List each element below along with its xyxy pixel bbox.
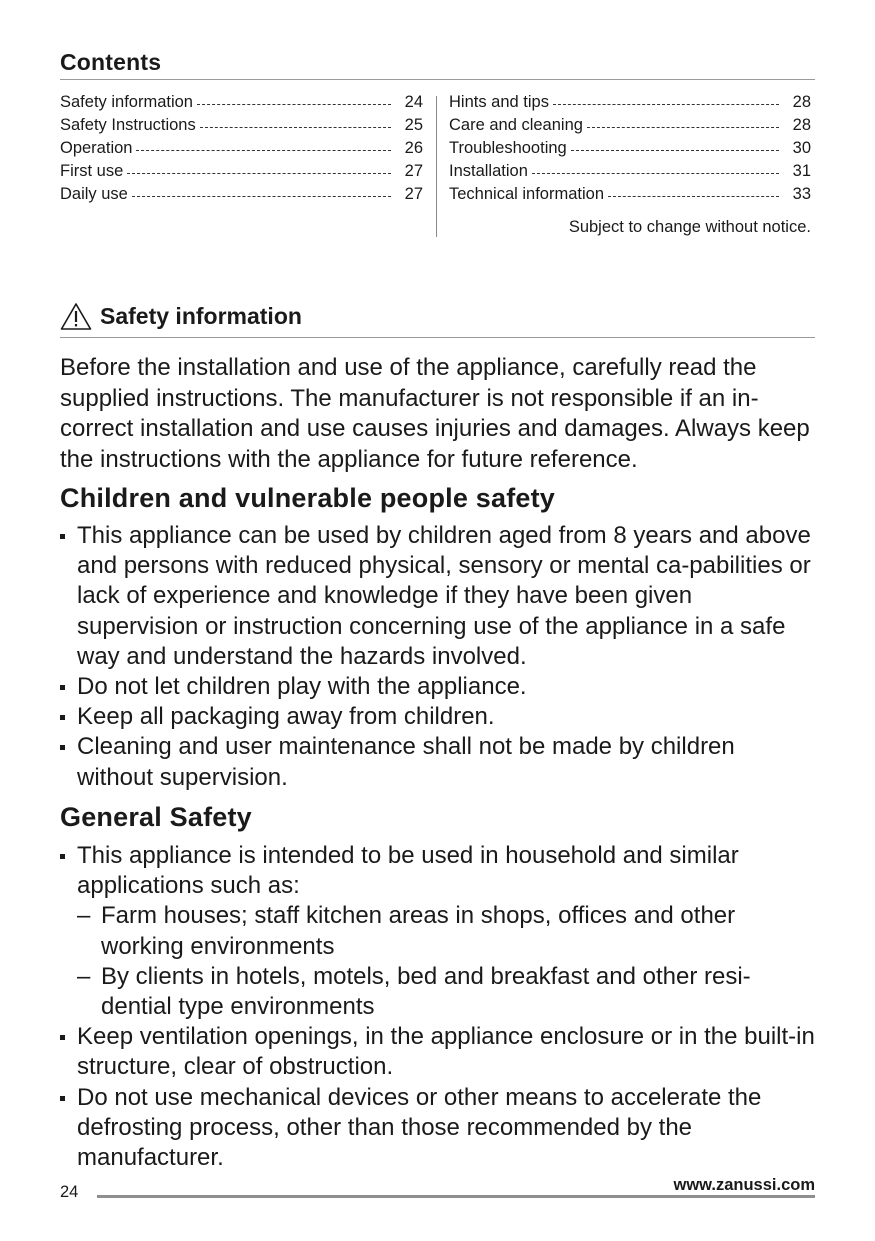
bullet-icon [60, 745, 65, 750]
toc-page-number: 30 [792, 139, 811, 157]
toc-leader [197, 103, 391, 105]
toc-leader [553, 103, 779, 105]
toc-entry[interactable] [449, 162, 811, 185]
toc-page-number: 25 [404, 116, 423, 134]
children-safety-heading: Children and vulnerable people safety [60, 483, 556, 513]
list-item [60, 1083, 815, 1174]
toc-entry[interactable] [449, 139, 811, 162]
sub-list-item-text: By clients in hotels, motels, bed and breakfast and other resi-dential type environments [101, 962, 751, 1021]
safety-information-heading [60, 302, 302, 331]
list-item [60, 841, 815, 1022]
toc-leader [127, 172, 391, 174]
sub-list [77, 901, 815, 1022]
toc-entry[interactable] [60, 162, 423, 185]
toc-page-number: 28 [792, 116, 811, 134]
footer-rule [97, 1195, 815, 1198]
toc-right-column [449, 93, 811, 208]
list-item-text: Do not use mechanical devices or other means to accelerate the defrosting process, other than those recommended by the manufacturer. [77, 1083, 762, 1172]
toc-leader [132, 195, 391, 197]
list-item-text: Keep all packaging away from children. [77, 703, 495, 731]
toc-label: Technical information [449, 185, 604, 203]
toc-label: Troubleshooting [449, 139, 567, 157]
toc-leader [587, 126, 779, 128]
bullet-icon [60, 685, 65, 690]
sub-list-item-text: Farm houses; staff kitchen areas in shops, offices and other working environments [101, 902, 736, 960]
sub-list-item [77, 901, 815, 961]
sub-list-item [77, 962, 815, 1022]
safety-information-title: Safety information [100, 303, 302, 329]
safety-intro-paragraph: Before the installation and use of the appliance, carefully read the supplied instructions. The manufacturer is not responsible if an in-correct installation and use causes injuries and damages. Always keep the instructions with the appliance for future reference. [60, 354, 810, 473]
bullet-icon [60, 1035, 65, 1040]
list-item [60, 732, 815, 792]
list-item [60, 672, 815, 702]
toc-entry[interactable] [60, 139, 423, 162]
toc-label: Safety Instructions [60, 116, 196, 134]
toc-page-number: 27 [404, 162, 423, 180]
toc-leader [532, 172, 779, 174]
toc-label: Hints and tips [449, 93, 549, 111]
contents-rule [60, 79, 815, 80]
toc-page-number: 24 [404, 93, 423, 111]
toc-leader [571, 149, 779, 151]
bullet-icon [60, 534, 65, 539]
list-item-text: Cleaning and user maintenance shall not be made by children without supervision. [77, 733, 735, 791]
toc-entry[interactable] [60, 93, 423, 116]
toc-leader [136, 149, 391, 151]
list-item-text: This appliance is intended to be used in household and similar applications such as: [77, 842, 739, 900]
toc-label: Safety information [60, 93, 193, 111]
toc-column-divider [436, 96, 437, 237]
dash-icon: – [77, 902, 91, 930]
list-item-text: Do not let children play with the appliance. [77, 673, 527, 701]
toc-page-number: 26 [404, 139, 423, 157]
toc-entry[interactable] [60, 116, 423, 139]
toc-leader [608, 195, 779, 197]
safety-rule [60, 337, 815, 338]
toc-entry[interactable] [60, 185, 423, 208]
toc-page-number: 33 [792, 185, 811, 203]
list-item [60, 1022, 815, 1082]
general-safety-heading: General Safety [60, 802, 252, 832]
website-link[interactable]: www.zanussi.com [673, 1176, 815, 1194]
toc-label: First use [60, 162, 124, 180]
toc-entry[interactable] [449, 116, 811, 139]
toc-label: Care and cleaning [449, 116, 583, 134]
list-item-text: Keep ventilation openings, in the appliance enclosure or in the built-in structure, clear of obstruction. [77, 1023, 815, 1081]
toc-left-column [60, 93, 423, 208]
general-safety-list [60, 841, 815, 1173]
bullet-icon [60, 715, 65, 720]
toc-page-number: 31 [792, 162, 811, 180]
toc-label: Operation [60, 139, 133, 157]
toc-entry[interactable] [449, 93, 811, 116]
toc-entry[interactable] [449, 185, 811, 208]
list-item [60, 702, 815, 732]
bullet-icon [60, 1096, 65, 1101]
warning-triangle-icon [60, 302, 92, 331]
list-item [60, 521, 815, 672]
change-notice: Subject to change without notice. [568, 218, 811, 236]
page-number: 24 [60, 1183, 79, 1201]
toc-leader [200, 126, 391, 128]
contents-heading: Contents [60, 49, 162, 75]
toc-label: Installation [449, 162, 528, 180]
bullet-icon [60, 854, 65, 859]
toc-label: Daily use [60, 185, 128, 203]
children-safety-list [60, 521, 815, 793]
dash-icon: – [77, 962, 91, 990]
toc-page-number: 28 [792, 93, 811, 111]
list-item-text: This appliance can be used by children aged from 8 years and above and persons with reduced physical, sensory or mental ca-pabilities or lack of experience and knowledge if they have been given supervision or instruction concerning use of the appliance in a safe way and understand the hazards involved. [77, 522, 811, 670]
toc-page-number: 27 [404, 185, 423, 203]
